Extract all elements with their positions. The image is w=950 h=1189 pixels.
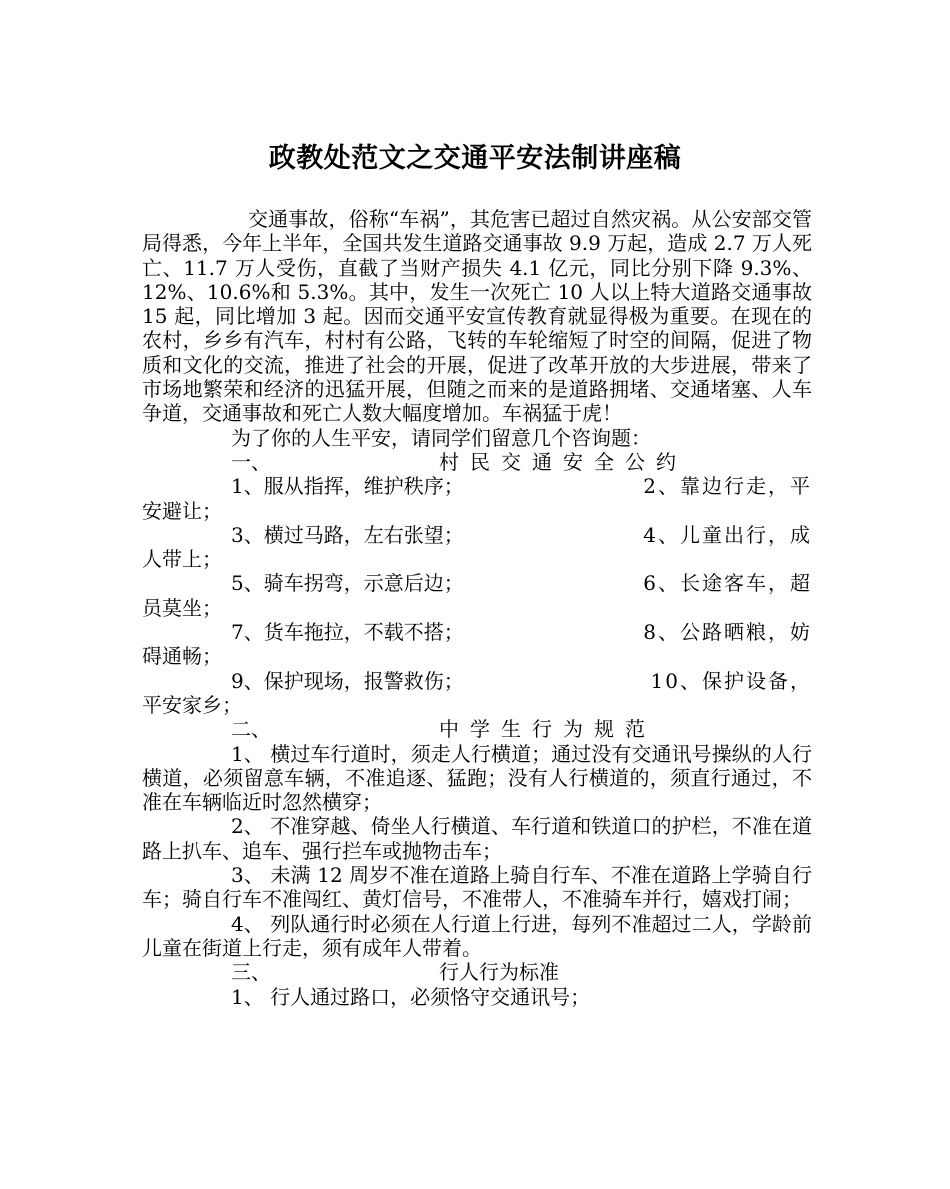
rule-item: 2、 不准穿越、倚坐人行横道、车行道和铁道口的护栏，不准在道路上扒车、追车、强行拦车或抛物击车； (142, 814, 812, 863)
prompt-text: 为了你的人生平安，请同学们留意几个咨询题： (231, 425, 651, 450)
rule-item: 3、 未满 12 周岁不准在道路上骑自行车、不准在道路上学骑自行车；骑自行车不准闯红、黄灯信号，不准带人，不准骑车并行，嬉戏打闹； (142, 863, 812, 912)
section-heading-1 (142, 450, 812, 474)
convention-row (142, 523, 812, 547)
convention-row (142, 669, 812, 693)
section-title: 村民交通安全公约 (439, 449, 687, 474)
convention-row (142, 620, 812, 644)
section-number: 二、 (231, 717, 271, 742)
section-title: 行人行为标准 (439, 960, 559, 985)
intro-paragraph: 交通事故，俗称“车祸”，其危害已超过自然灾祸。从公安部交管局得悉，今年上半年，全国共发生道路交通事故 9.9 万起，造成 2.7 万人死亡、11.7 万人受伤，直截了当财产损失 4.1 亿元，同比分别下降 9.3%、12%、10.6%和 5.3%。其中，发生一次死亡 10 人以上特大道路交通事故 15 起，同比增加 3 起。因而交通平安宣传教育就显得极为重要。在现在的农村，乡乡有汽车，村村有公路，飞转的车轮缩短了时空的间隔，促进了物质和文化的交流，推进了社会的开展，促进了改革开放的大步进展，带来了市场地繁荣和经济的迅猛开展，但随之而来的是道路拥堵、交通堵塞、人车争道，交通事故和死亡人数大幅度增加。车祸猛于虎！ (142, 207, 812, 426)
convention-item: 5、骑车拐弯，示意后边； (231, 571, 464, 596)
convention-item-tail: 平安家乡； (142, 692, 242, 717)
convention-item: 10、保护设备， (650, 668, 812, 693)
section-heading-2 (142, 717, 812, 741)
rule-item: 1、 横过车行道时，须走人行横道；通过没有交通讯号操纵的人行横道，必须留意车辆，不准追逐、猛跑；没有人行横道的，须直行通过，不准在车辆临近时忽然横穿； (142, 741, 812, 815)
rule-item: 1、 行人通过路口，必须恪守交通讯号； (231, 984, 591, 1009)
convention-item: 3、横过马路，左右张望； (231, 522, 464, 547)
convention-item-tail: 人带上； (142, 547, 222, 572)
section-number: 三、 (231, 960, 271, 985)
convention-item: 1、服从指挥，维护秩序； (231, 474, 464, 499)
convention-item: 2、靠边行走，平 (643, 474, 812, 499)
convention-item: 7、货车拖拉，不载不搭； (231, 620, 464, 645)
section-number: 一、 (231, 449, 271, 474)
convention-row (142, 571, 812, 595)
prompt-line (142, 426, 812, 450)
convention-item-tail: 员莫坐； (142, 595, 222, 620)
convention-item: 9、保护现场，报警救伤； (231, 668, 464, 693)
convention-row (142, 474, 812, 498)
convention-item: 4、儿童出行，成 (643, 522, 812, 547)
convention-item: 8、公路晒粮，妨 (643, 620, 812, 645)
section-title: 中学生行为规范 (439, 717, 656, 742)
rule-item: 4、 列队通行时必须在人行道上行进，每列不准超过二人，学龄前儿童在街道上行走，须有成年人带着。 (142, 911, 812, 960)
convention-item: 6、长途客车，超 (643, 571, 812, 596)
convention-item-tail: 安避让； (142, 498, 222, 523)
convention-item-tail: 碍通畅； (142, 644, 222, 669)
document-body (142, 207, 812, 1009)
document-title: 政教处范文之交通平安法制讲座稿 (268, 143, 682, 174)
section-heading-3 (142, 960, 812, 984)
